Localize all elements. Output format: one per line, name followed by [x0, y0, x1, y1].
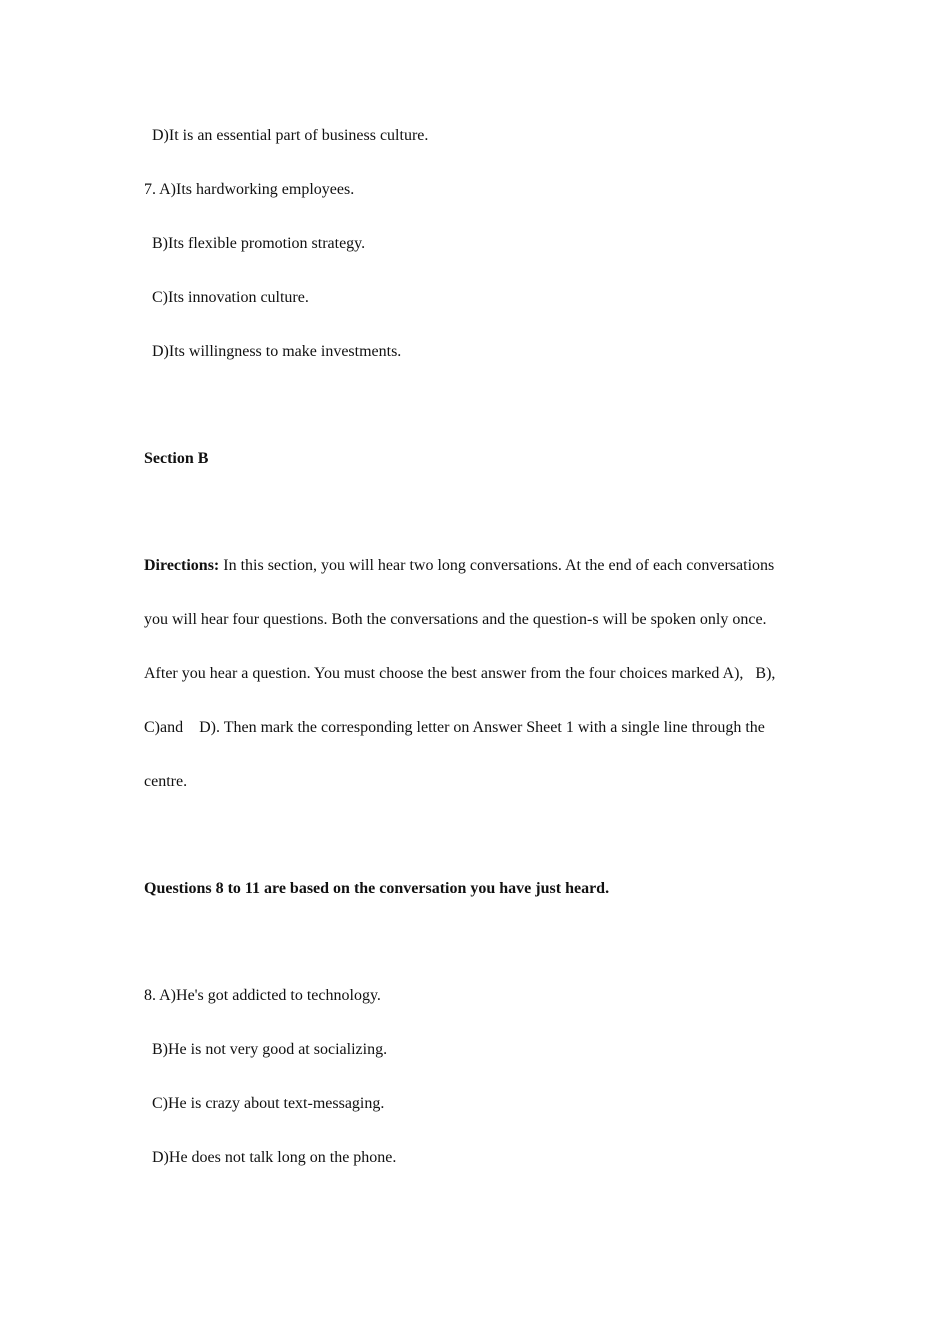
q8-number: 8. — [144, 987, 160, 1004]
q6-option-d: D)It is an essential part of business culture. — [152, 127, 429, 144]
q7-option-a — [144, 180, 354, 200]
q7-option-a-text: A)Its hardworking employees. — [159, 181, 355, 198]
q7-option-d: D)Its willingness to make investments. — [152, 343, 402, 360]
directions-line-5: centre. — [144, 773, 188, 790]
q7-option-c: C)Its innovation culture. — [152, 289, 309, 306]
directions-line-3: After you hear a question. You must choose the best answer from the four choices marked A), B), — [144, 665, 776, 682]
q7-option-b: B)Its flexible promotion strategy. — [152, 235, 366, 252]
directions-line-4: C)and D). Then mark the corresponding letter on Answer Sheet 1 with a single line through the — [144, 719, 765, 736]
directions-line-2: you will hear four questions. Both the conversations and the question-s will be spoken only once. — [144, 611, 767, 628]
questions-8-11-heading: Questions 8 to 11 are based on the conversation you have just heard. — [144, 880, 610, 897]
q8-option-d: D)He does not talk long on the phone. — [152, 1149, 397, 1166]
directions-line-1 — [144, 556, 774, 576]
q7-number: 7. — [144, 181, 160, 198]
q8-option-b: B)He is not very good at socializing. — [152, 1041, 388, 1058]
directions-text-1: In this section, you will hear two long conversations. At the end of each conversations — [219, 557, 775, 574]
section-b-heading: Section B — [144, 450, 209, 467]
q8-option-a-text: A)He's got addicted to technology. — [159, 987, 381, 1004]
q8-option-c: C)He is crazy about text-messaging. — [152, 1095, 385, 1112]
q8-option-a — [144, 986, 381, 1006]
directions-label: Directions: — [144, 557, 220, 574]
